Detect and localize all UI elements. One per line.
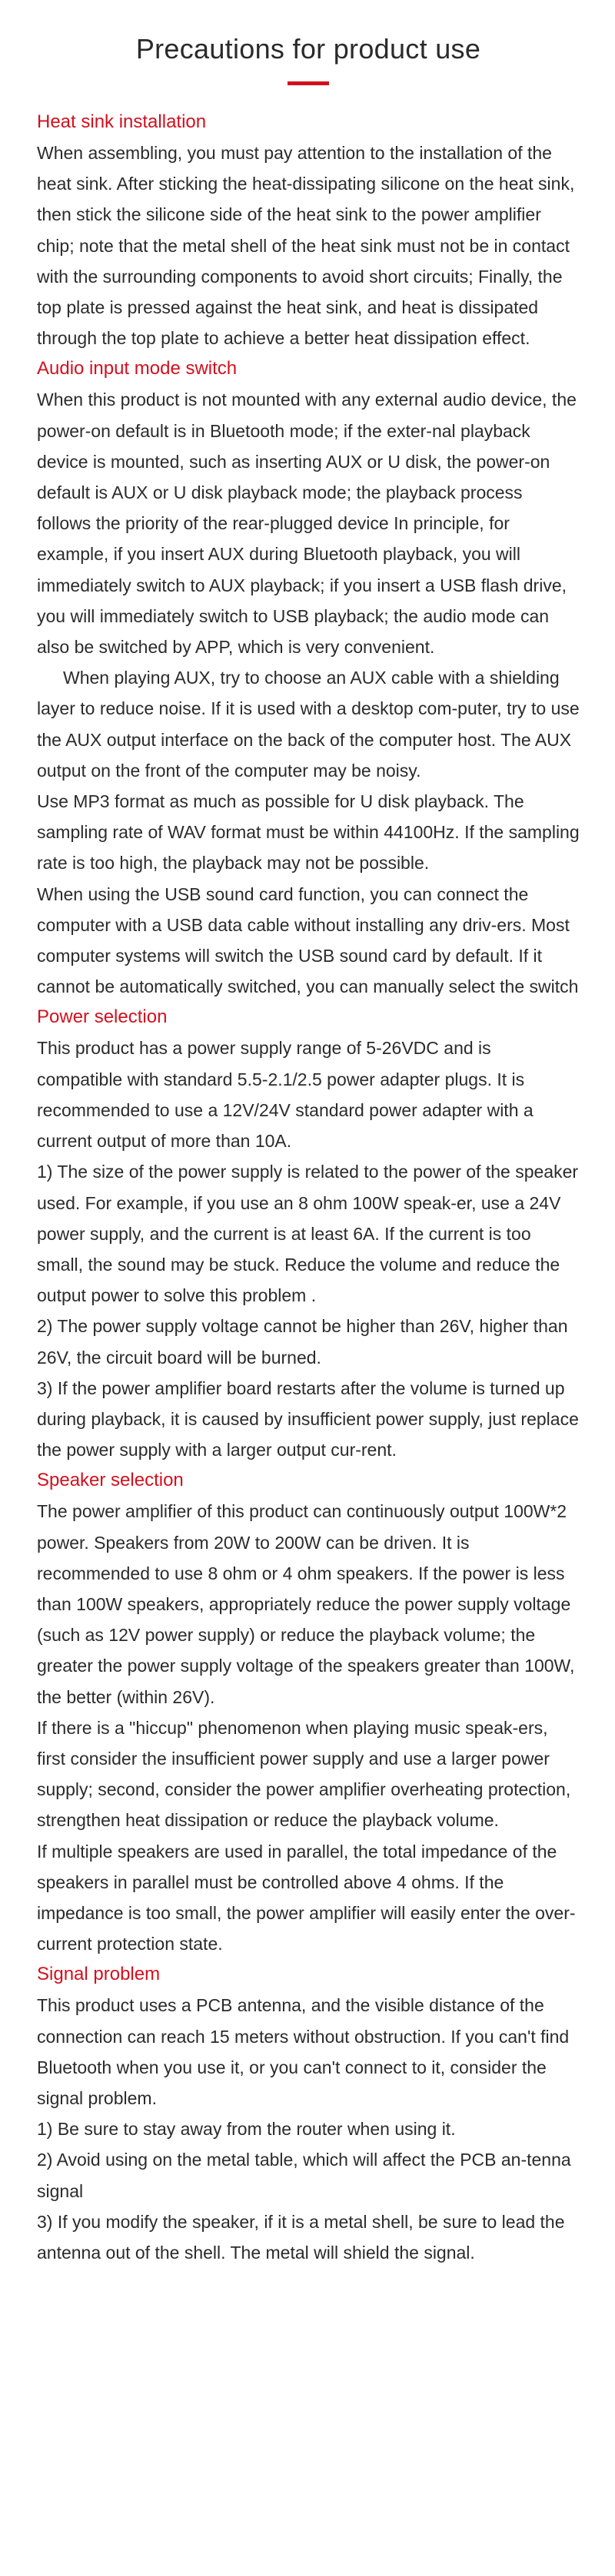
paragraph: Use MP3 format as much as possible for U disk playback. The sampling rate of WAV format must be within 44100Hz. If the sampling rate is too high, the playback may not be possible.	[37, 791, 580, 874]
paragraph: When using the USB sound card function, you can connect the computer with a USB data cable without installing any driv-ers. Most computer systems will switch the USB sound card by default. If it cannot be automatically switched, you can manually select the switch	[37, 884, 579, 997]
paragraph: This product has a power supply range of 5-26VDC and is compatible with standard 5.5-2.1/2.5 power adapter plugs. It is recommended to use a 12V/24V standard power adapter with a current output of more than 10A.	[37, 1038, 534, 1152]
paragraph: When this product is not mounted with any external audio device, the power-on default is in Bluetooth mode; if the exter-nal playback device is mounted, such as inserting AUX or U disk, the power-on default is AUX or U disk playback mode; the playback process follows the priority of the rear-plugged device In principle, for example, if you insert AUX during Bluetooth playback, you will immediately switch to AUX playback; if you insert a USB flash drive, you will immediately switch to USB playback; the audio mode can also be switched by APP, which is very convenient.	[37, 390, 577, 658]
paragraph: If multiple speakers are used in parallel, the total impedance of the speakers in parallel must be controlled above 4 ohms. If the impedance is too small, the power amplifier will easily enter the over-current protection state.	[37, 1841, 576, 1954]
paragraph: 1) The size of the power supply is related to the power of the speaker used. For example, if you use an 8 ohm 100W speak-er, use a 24V power supply, and the current is at least 6A. If the current is too small, the sound may be stuck. Reduce the volume and reduce the output power to solve this problem .	[37, 1162, 579, 1306]
paragraph: 1) Be sure to stay away from the router when using it.	[37, 2119, 456, 2140]
paragraph: The power amplifier of this product can continuously output 100W*2 power. Speakers from 20W to 200W can be driven. It is recommended to use 8 ohm or 4 ohm speakers. If the power is less than 100W speakers, appropriately reduce the power supply voltage (such as 12V power supply) or reduce the playback volume; the greater the power supply voltage of the speakers greater than 100W, the better (within 26V).	[37, 1501, 575, 1707]
paragraph: When playing AUX, try to choose an AUX cable with a shielding layer to reduce noise. If it is used with a desktop com-puter, try to use the AUX output interface on the back of the computer host. The AUX output on the front of the computer may be noisy.	[37, 668, 580, 781]
section-heading-signal-problem: Signal problem	[37, 1964, 161, 1985]
section-heading-power-selection: Power selection	[37, 1006, 168, 1028]
section-heading-heat-sink: Heat sink installation	[37, 111, 207, 132]
section-heading-audio-input: Audio input mode switch	[37, 358, 238, 380]
paragraph: When assembling, you must pay attention to the installation of the heat sink. After sticking the heat-dissipating silicone on the heat sink, then stick the silicone side of the heat sink to the power amplifier chip; note that the metal shell of the heat sink must not be in contact with the surrounding components to avoid short circuits; Finally, the top plate is pressed against the heat sink, and heat is dissipated through the top plate to achieve a better heat dissipation effect.	[37, 143, 575, 349]
paragraph: 2) Avoid using on the metal table, which will affect the PCB an-tenna signal	[37, 2150, 571, 2201]
section-heading-speaker-selection: Speaker selection	[37, 1470, 184, 1491]
page-title: Precautions for product use	[135, 33, 481, 65]
paragraph: 3) If you modify the speaker, if it is a metal shell, be sure to lead the antenna out of the shell. The metal will shield the signal.	[37, 2211, 565, 2263]
paragraph: 3) If the power amplifier board restarts after the volume is turned up during playback, it is caused by insufficient power supply, just replace the power supply with a larger output cur-rent.	[37, 1378, 579, 1460]
title-underline	[288, 81, 329, 85]
paragraph: This product uses a PCB antenna, and the visible distance of the connection can reach 15 meters without obstruction. If you can't find Bluetooth when you use it, or you can't connect to it, consider the signal problem.	[37, 1995, 570, 2108]
paragraph: If there is a "hiccup" phenomenon when playing music speak-ers, first consider the insufficient power supply and use a larger power supply; second, consider the power amplifier overheating protection, strengthen heat dissipation or reduce the playback volume.	[37, 1717, 571, 1831]
paragraph: 2) The power supply voltage cannot be higher than 26V, higher than 26V, the circuit board will be burned.	[37, 1316, 568, 1368]
